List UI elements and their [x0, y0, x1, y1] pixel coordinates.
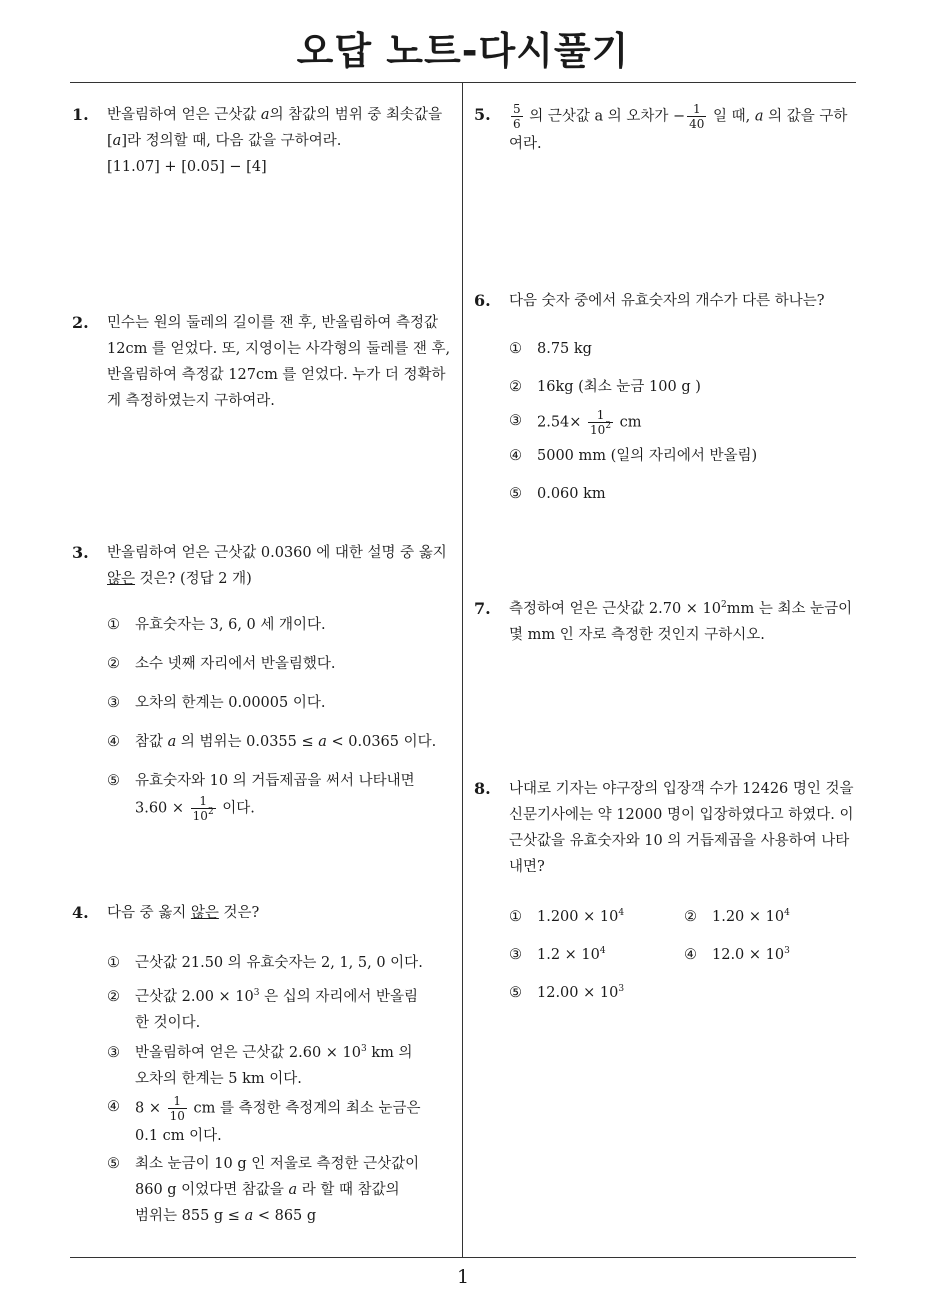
question-stem: 반올림하여 얻은 근삿값 0.0360 에 대한 설명 중 옳지 않은 것은? (정답 2 개) — [107, 545, 447, 587]
option-2: ② 근삿값 $2.00 \times 10^3$ 은 십의 자리에서 반올림한 것이다. — [107, 988, 418, 1031]
option-4: ④ 5000 mm (일의 자리에서 반올림) — [509, 448, 758, 464]
fraction: $\frac{1}{10}$ — [169, 1094, 185, 1123]
option-list — [509, 904, 859, 1006]
page-number: 1 — [456, 1266, 470, 1288]
question-1 — [72, 102, 457, 180]
option-2: ② 16kg (최소 눈금 100 g ) — [509, 379, 701, 395]
question-expression: [11.07] + [0.05] − [4] — [107, 159, 267, 175]
question-number: 5. — [474, 105, 491, 124]
question-number: 8. — [474, 779, 491, 798]
option-list — [107, 612, 457, 823]
question-number: 6. — [474, 291, 491, 310]
header-rule — [70, 82, 856, 83]
question-stem: 나대로 기자는 야구장의 입장객 수가 12426 명인 것을 신문기사에는 약 12000 명이 입장하였다고 하였다. 이 근삿값을 유효숫자와 10 의 거듭제곱을 사용하여 나타내면? — [509, 781, 854, 875]
question-number: 3. — [72, 543, 89, 562]
column-divider — [462, 83, 463, 1257]
question-stem: 측정하여 얻은 근삿값 $2.70 \times 10^2mm$ 는 최소 눈금이 몇 mm 인 자로 측정한 것인지 구하시오. — [509, 600, 853, 643]
fraction: $\frac{1}{10^2}$ — [192, 794, 214, 823]
page-title: 오답 노트-다시풀기 — [296, 29, 630, 73]
option-1: ① 근삿값 21.50 의 유효숫자는 2, 1, 5, 0 이다. — [107, 955, 423, 971]
question-number: 1. — [72, 105, 89, 124]
option-1: ① $1.200 \times 10^4$ — [509, 908, 625, 925]
question-4 — [72, 900, 457, 1229]
option-4: ④ 참값 a 의 범위는 0.0355 ≤ a < 0.0365 이다. — [107, 734, 437, 750]
question-stem: 반올림하여 얻은 근삿값 a의 참값의 범위 중 최솟값을 [a]라 정의할 때, 다음 값을 구하여라. — [107, 107, 443, 149]
option-list — [107, 950, 427, 1229]
question-7 — [474, 596, 859, 648]
footer-rule — [70, 1257, 856, 1258]
fraction: $\frac{5}{6}$ — [513, 102, 521, 131]
option-3: ③ 2.54× $\frac{1}{10^2}$ cm — [509, 408, 642, 437]
option-4: ④ 8 × $\frac{1}{10}$ cm 를 측정한 측정계의 최소 눈금은 0.1 cm 이다. — [107, 1094, 421, 1144]
option-5: ⑤ $12.00 \times 10^3$ — [509, 984, 625, 1001]
question-stem: $\frac{5}{6}$ 의 근삿값 a 의 오차가 − $\frac{1}{40}$ 일 때, a 의 값을 구하 — [513, 102, 848, 131]
question-6 — [474, 288, 859, 507]
option-1: ① 8.75 kg — [509, 341, 592, 357]
option-5: ⑤ 최소 눈금이 10 g 인 저울로 측정한 근삿값이 860 g 이었다면 참값을 a 라 할 때 참값의 범위는 855 g ≤ a < 865 g — [107, 1156, 420, 1224]
option-3: ③ 오차의 한계는 0.00005 이다. — [107, 695, 326, 711]
fraction: $\frac{1}{40}$ — [689, 102, 705, 131]
question-number: 4. — [72, 903, 89, 922]
option-list — [509, 336, 859, 507]
question-number: 2. — [72, 313, 89, 332]
option-3: ③ $1.2 \times 10^4$ — [509, 946, 606, 963]
question-stem: 민수는 원의 둘레의 길이를 잰 후, 반올림하여 측정값 12cm 를 얻었다. 또, 지영이는 사각형의 둘레를 잰 후, 반올림하여 측정값 127cm 를 얻었다. 누가 더 정확하게 측정하였는지 구하여라. — [107, 315, 451, 409]
option-1: ① 유효숫자는 3, 6, 0 세 개이다. — [107, 617, 326, 633]
option-4: ④ $12.0 \times 10^3$ — [684, 946, 790, 963]
question-stem: 다음 숫자 중에서 유효숫자의 개수가 다른 하나는? — [509, 293, 825, 309]
option-2: ② 소수 넷째 자리에서 반올림했다. — [107, 656, 336, 672]
option-5: ⑤ 0.060 km — [509, 486, 606, 502]
question-8 — [474, 776, 859, 1006]
option-2: ② $1.20 \times 10^4$ — [684, 908, 790, 925]
question-3 — [72, 540, 457, 823]
option-5: ⑤ 유효숫자와 10 의 거듭제곱을 써서 나타내면 3.60 × $\frac{1}{10^2}$ 이다. — [107, 773, 415, 823]
question-number: 7. — [474, 599, 491, 618]
question-5: 5. $\frac{5}{6}$ 의 근삿값 a 의 오차가 − $\frac{1}{40}$ 일 때, a 의 값을 구하 여라. — [474, 102, 859, 157]
question-2 — [72, 310, 457, 414]
option-3: ③ 반올림하여 얻은 근삿값 $2.60 \times 10^3$ km 의 오차의 한계는 5 km 이다. — [107, 1044, 413, 1087]
question-stem: 다음 중 옳지 않은 것은? — [107, 905, 260, 921]
fraction: $\frac{1}{10^2}$ — [590, 408, 612, 437]
